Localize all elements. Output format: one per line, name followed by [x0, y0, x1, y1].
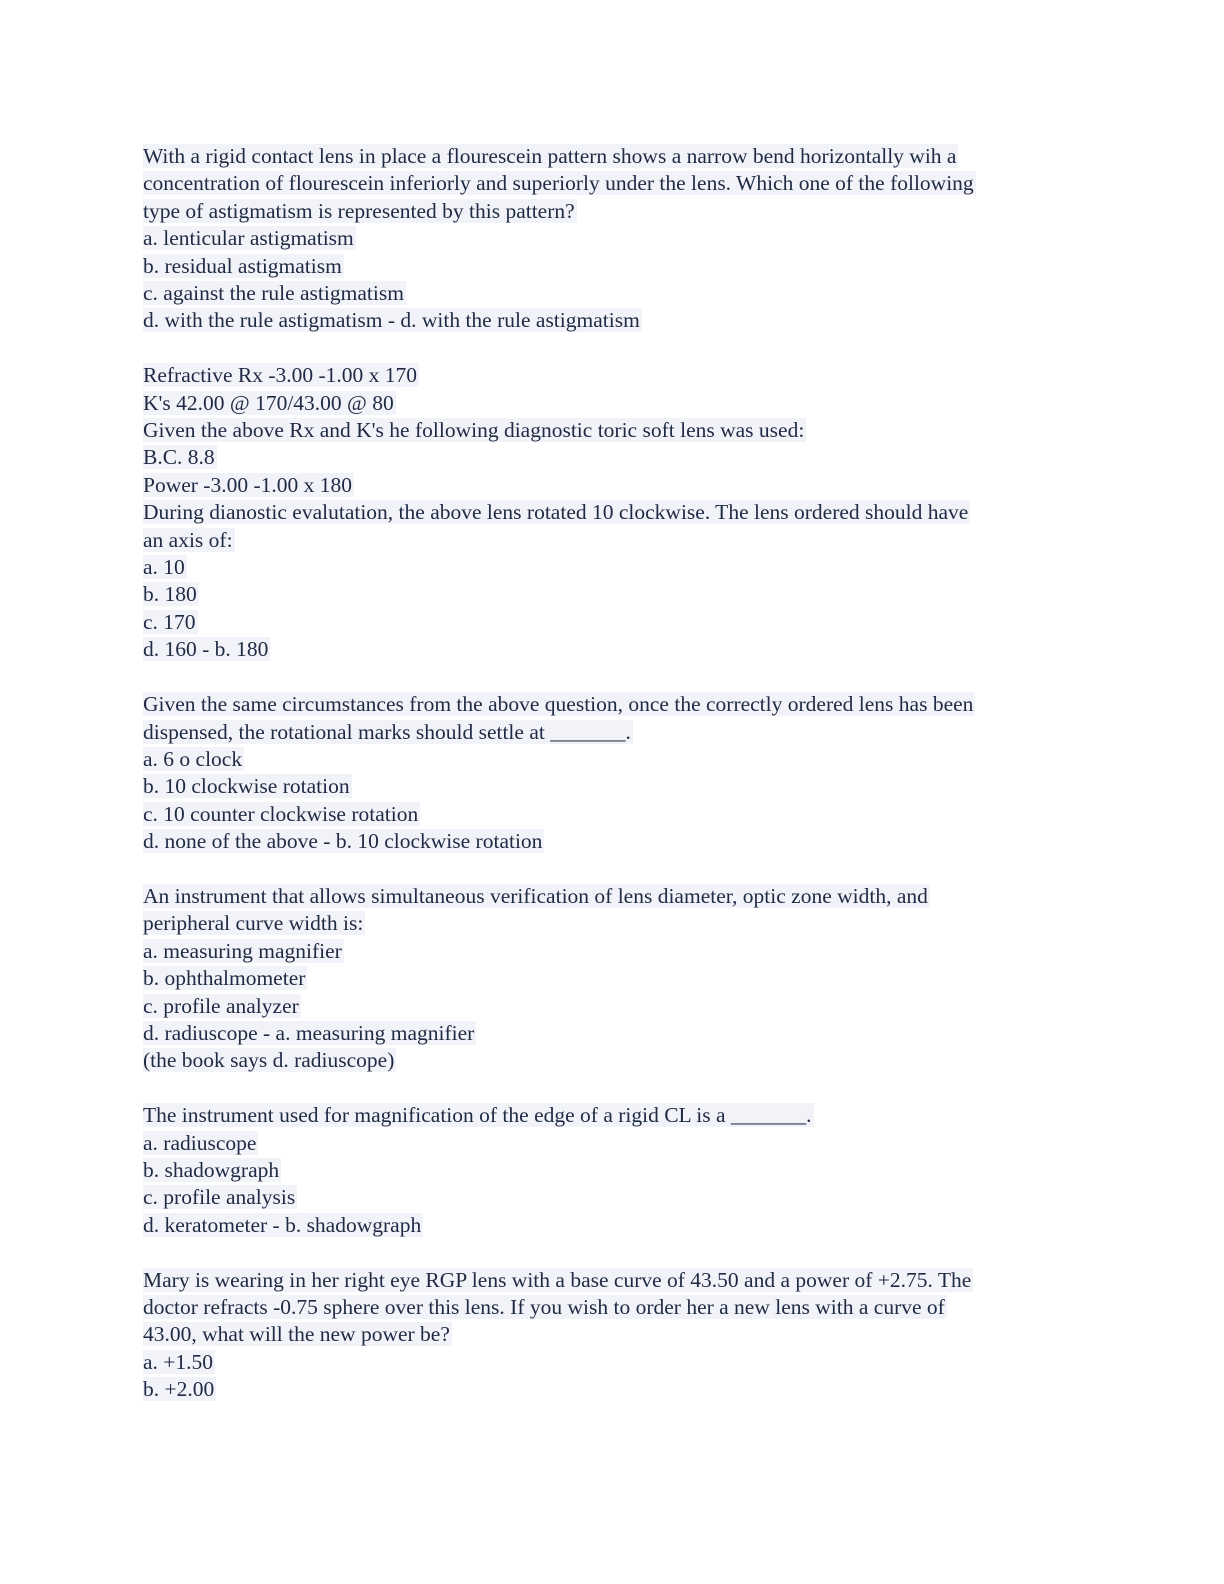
question-text-line: type of astigmatism is represented by this pattern? — [143, 198, 575, 223]
answer-option: c. profile analysis — [143, 1185, 296, 1210]
answer-note: (the book says d. radiuscope) — [143, 1048, 395, 1073]
answer-option: a. 6 o clock — [143, 746, 243, 771]
question-text-line: an axis of: — [143, 527, 233, 552]
answer-option: b. 180 — [143, 582, 197, 607]
question-text-line: B.C. 8.8 — [143, 445, 215, 470]
question-text-line: concentration of flourescein inferiorly and superiorly under the lens. Which one of the following — [143, 171, 974, 196]
question-text-line: During dianostic evalutation, the above lens rotated 10 clockwise. The lens ordered should have — [143, 500, 969, 525]
question-text-line: With a rigid contact lens in place a flourescein pattern shows a narrow bend horizontally wih a — [143, 144, 957, 168]
answer-option: d. none of the above - b. 10 clockwise rotation — [143, 829, 543, 854]
answer-option: d. keratometer - b. shadowgraph — [143, 1212, 422, 1237]
question-text-line: K's 42.00 @ 170/43.00 @ 80 — [143, 390, 394, 415]
answer-option: d. radiuscope - a. measuring magnifier — [143, 1020, 475, 1045]
question-2 — [143, 362, 1103, 663]
question-1 — [143, 143, 1103, 335]
answer-option: c. 170 — [143, 609, 196, 634]
answer-option: a. lenticular astigmatism — [143, 226, 354, 251]
answer-option: a. +1.50 — [143, 1349, 214, 1374]
answer-option: d. with the rule astigmatism - d. with the rule astigmatism — [143, 308, 640, 333]
answer-option: a. measuring magnifier — [143, 938, 342, 963]
answer-option: b. residual astigmatism — [143, 253, 342, 278]
question-text-line: Mary is wearing in her right eye RGP lens with a base curve of 43.50 and a power of +2.75. The — [143, 1267, 972, 1292]
answer-option: b. 10 clockwise rotation — [143, 774, 350, 799]
question-text-line: The instrument used for magnification of the edge of a rigid CL is a _______. — [143, 1103, 812, 1128]
document-page — [143, 143, 1103, 1431]
question-text-line: 43.00, what will the new power be? — [143, 1322, 450, 1347]
question-text-line: Given the same circumstances from the above question, once the correctly ordered lens has been — [143, 692, 974, 717]
question-text-line: peripheral curve width is: — [143, 911, 364, 936]
answer-option: c. profile analyzer — [143, 993, 299, 1018]
answer-option: c. 10 counter clockwise rotation — [143, 801, 419, 826]
answer-option: b. ophthalmometer — [143, 966, 306, 991]
answer-option: d. 160 - b. 180 — [143, 637, 269, 662]
question-5 — [143, 1102, 1103, 1239]
question-text-line: Power -3.00 -1.00 x 180 — [143, 472, 353, 497]
answer-option: a. 10 — [143, 555, 185, 580]
question-3 — [143, 691, 1103, 855]
question-4 — [143, 883, 1103, 1075]
question-text-line: dispensed, the rotational marks should settle at _______. — [143, 719, 631, 744]
answer-option: c. against the rule astigmatism — [143, 281, 404, 306]
question-text-line: Given the above Rx and K's he following diagnostic toric soft lens was used: — [143, 418, 805, 443]
question-text-line: Refractive Rx -3.00 -1.00 x 170 — [143, 363, 418, 388]
question-6 — [143, 1267, 1103, 1404]
answer-option: a. radiuscope — [143, 1130, 257, 1155]
answer-option: b. shadowgraph — [143, 1157, 280, 1182]
question-text-line: doctor refracts -0.75 sphere over this lens. If you wish to order her a new lens with a curve of — [143, 1294, 945, 1319]
question-text-line: An instrument that allows simultaneous verification of lens diameter, optic zone width, and — [143, 883, 928, 908]
answer-option: b. +2.00 — [143, 1377, 215, 1402]
